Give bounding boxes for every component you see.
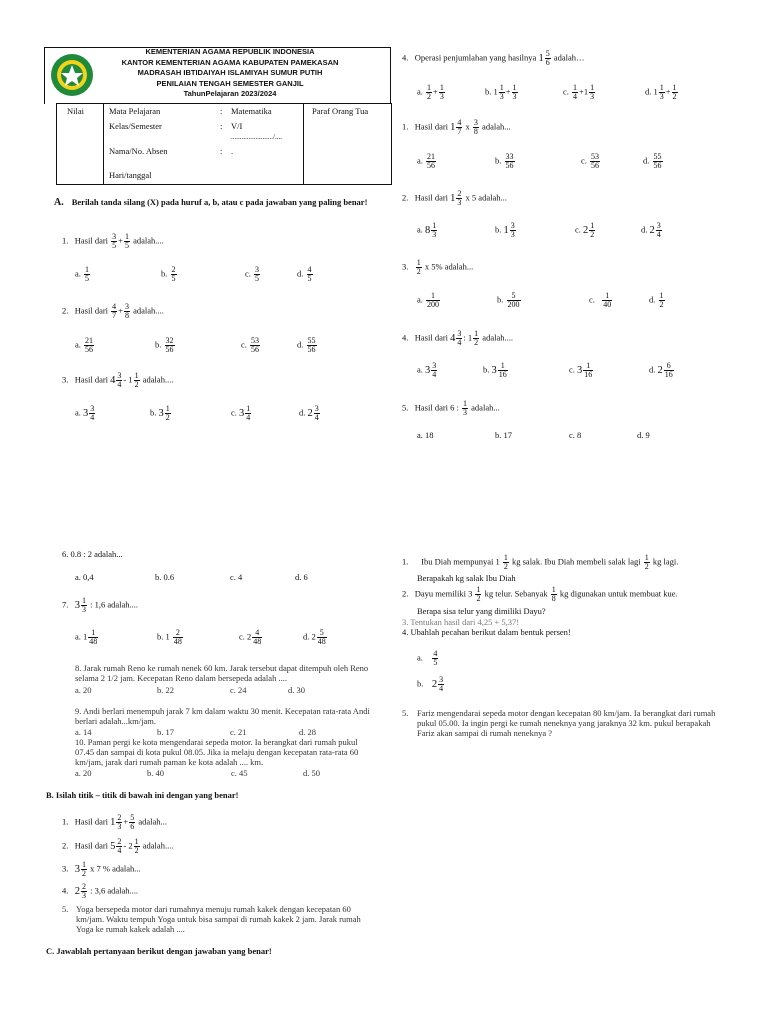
school-logo (50, 53, 94, 97)
option[interactable]: c. $\frac{1}{4}$ +1 $\frac{1}{3}$ (563, 83, 595, 101)
option[interactable]: b. 1 $\frac{1}{3}$ + $\frac{1}{3}$ (485, 83, 517, 101)
option[interactable]: a. 20 (75, 685, 92, 695)
section-b-title: B. Isilah titik – titik di bawah ini dengan yang benar! (46, 790, 239, 800)
essay-c3: 3. Tentukan hasil dari 4,25 + 5,37! (402, 617, 520, 627)
question-r4b: 4. Hasil dari 4 $\frac{3}{4}$ : 1 $\frac{1}{2}$ adalah.... (402, 329, 513, 347)
nama-label: Nama/No. Absen (109, 146, 168, 156)
option[interactable]: a. $\frac{1}{200}$ (417, 291, 440, 309)
question-r5: 5. Hasil dari 6 : $\frac{1}{3}$ adalah... (402, 399, 500, 417)
essay-c1-line2: Berapakah kg salak Ibu Diah (417, 573, 516, 583)
option[interactable]: d. 6 (295, 572, 308, 582)
question-r2: 2. Hasil dari 1 $\frac{2}{3}$ x 5 adalah... (402, 189, 507, 207)
option[interactable]: b. 40 (147, 768, 164, 778)
hari-label: Hari/tanggal (109, 170, 152, 180)
option[interactable]: c. 4 (230, 572, 243, 582)
option[interactable]: b. 3 $\frac{1}{2}$ (150, 404, 170, 422)
question-r4: 4. Operasi penjumlahan yang hasilnya 1 $\frac{5}{6}$ adalah… (402, 49, 585, 67)
option[interactable]: a. 3 $\frac{3}{4}$ (75, 404, 95, 422)
option[interactable]: c. 2 $\frac{1}{2}$ (575, 221, 595, 239)
option[interactable]: a. 14 (75, 727, 92, 737)
option[interactable]: a. 18 (417, 430, 434, 440)
option[interactable]: c. $\frac{1}{40}$ (589, 291, 612, 309)
option[interactable]: d. $\frac{55}{56}$ (297, 336, 316, 354)
option[interactable]: d. 2 $\frac{3}{4}$ (641, 221, 661, 239)
essay-c4b: b. 2 $\frac{3}{4}$ (417, 675, 444, 693)
option[interactable]: d. 9 (637, 430, 650, 440)
essay-c4: 4. Ubahlah pecahan berikut dalam bentuk persen! (402, 627, 571, 637)
header-line-1: KEMENTERIAN AGAMA REPUBLIK INDONESIA (145, 47, 315, 56)
question-a3: 3. Hasil dari 4 $\frac{3}{4}$ - 1 $\frac{1}{2}$ adalah.... (62, 371, 174, 389)
option[interactable]: c. $\frac{53}{56}$ (581, 152, 600, 170)
question-a6: 6. 0.8 : 2 adalah... (62, 549, 123, 559)
mapel-value: Matematika (231, 106, 272, 116)
option[interactable]: b. $\frac{5}{200}$ (497, 291, 520, 309)
option[interactable]: b. 1 $\frac{3}{3}$ (495, 221, 515, 239)
option[interactable]: d. 30 (288, 685, 305, 695)
option[interactable]: d. 50 (303, 768, 320, 778)
nilai-label: Nilai (67, 106, 84, 116)
essay-c5: 5. Fariz mengendarai sepeda motor dengan kecepatan 80 km/jam. Ia berangkat dari rumah pukul 05.00. Ia ingin pergi ke rumah neneknya yang jaraknya 32 km. pukul berapakah Fariz akan sampai di rumah neneknya ? (402, 708, 716, 738)
question-b3: 3. 3 $\frac{1}{2}$ x 7 % adalah... (62, 860, 141, 878)
option[interactable]: c. 8 (569, 430, 582, 440)
question-b5: 5. Yoga bersepeda motor dari rumahnya menuju rumah kakek dengan kecepatan 60 km/jam. Waktu tempuh Yoga untuk bisa sampai di rumah kakek 2 jam. Jarak rumah Yoga ke rumah kakek adalah .... (62, 904, 361, 934)
option[interactable]: a. $\frac{21}{56}$ (417, 152, 436, 170)
option[interactable]: a. 1 $\frac{1}{48}$ (75, 628, 98, 646)
essay-c2: 2. Dayu memiliki 3 $\frac{1}{2}$ kg telur. Sebanyak $\frac{1}{8}$ kg digunakan untuk membuat kue. (402, 585, 678, 603)
question-b1: 1. Hasil dari 1 $\frac{2}{3}$ + $\frac{5}{6}$ adalah... (62, 813, 167, 831)
option[interactable]: a. $\frac{1}{5}$ (75, 265, 90, 283)
kelas-label: Kelas/Semester (109, 121, 162, 131)
option[interactable]: d. 2 $\frac{3}{4}$ (299, 404, 319, 422)
question-a7: 7. 3 $\frac{1}{3}$ : 1,6 adalah.... (62, 596, 139, 614)
option[interactable]: a. 8 $\frac{1}{3}$ (417, 221, 437, 239)
option[interactable]: b. $\frac{32}{56}$ (155, 336, 174, 354)
header-line-5: TahunPelajaran 2023/2024 (183, 89, 277, 98)
option[interactable]: b. 3 $\frac{1}{16}$ (483, 361, 507, 379)
question-b2: 2. Hasil dari 5 $\frac{2}{4}$ - 2 $\frac{1}{2}$ adalah.... (62, 837, 174, 855)
option[interactable]: d. $\frac{1}{2}$ (649, 291, 664, 309)
option[interactable]: c. 3 $\frac{1}{4}$ (231, 404, 251, 422)
option[interactable]: c. $\frac{53}{56}$ (241, 336, 260, 354)
option[interactable]: a. 0,4 (75, 572, 94, 582)
option[interactable]: b. 17 (157, 727, 174, 737)
kelas-value: V/I (231, 121, 243, 131)
question-a9: 9. Andi berlari menempuh jarak 7 km dalam waktu 30 menit. Kecepatan rata-rata Andi berlari adalah...km/jam. (75, 706, 370, 726)
option[interactable]: a. $\frac{21}{56}$ (75, 336, 94, 354)
mapel-label: Mata Pelajaran (109, 106, 161, 116)
header-text (100, 47, 360, 100)
essay-c1: 1. Ibu Diah mempunyai 1 $\frac{1}{2}$ kg salak. Ibu Diah membeli salak lagi $\frac{1}{2}$ kg lagi. (402, 553, 679, 571)
option[interactable]: c. 2 $\frac{4}{48}$ (239, 628, 262, 646)
header-line-3: MADRASAH IBTIDAIYAH ISLAMIYAH SUMUR PUTIH (137, 68, 323, 77)
option[interactable]: b. 17 (495, 430, 512, 440)
essay-c2-line2: Berapa sisa telur yang dimiliki Dayu? (417, 606, 546, 616)
option[interactable]: b. 0.6 (155, 572, 175, 582)
option[interactable]: d. 1 $\frac{1}{3}$ + $\frac{1}{2}$ (645, 83, 677, 101)
option[interactable]: d. 28 (299, 727, 316, 737)
option[interactable]: c. 21 (230, 727, 247, 737)
option[interactable]: b. 22 (157, 685, 174, 695)
question-a8: 8. Jarak rumah Reno ke rumah nenek 60 km. Jarak tersebut dapat ditempuh oleh Reno selama 2 1/2 jam. Kecepatan Reno dalam bersepeda adalah .... (75, 663, 369, 683)
header-line-2: KANTOR KEMENTERIAN AGAMA KABUPATEN PAMEKASAN (121, 57, 339, 67)
kelas-dots[interactable]: ......................../.... (231, 133, 282, 141)
option[interactable]: b. $\frac{2}{5}$ (161, 265, 176, 283)
option[interactable]: a. 20 (75, 768, 92, 778)
nama-value[interactable]: . (231, 146, 234, 156)
option[interactable]: c. $\frac{3}{5}$ (245, 265, 260, 283)
option[interactable]: d. 2 $\frac{6}{16}$ (649, 361, 673, 379)
option[interactable]: c. 45 (231, 768, 248, 778)
option[interactable]: d. $\frac{4}{5}$ (297, 265, 312, 283)
header-line-4: PENILAIAN TENGAH SEMESTER GANJIL (156, 78, 304, 88)
option[interactable]: d. $\frac{55}{56}$ (643, 152, 662, 170)
section-a-title: A. Berilah tanda silang (X) pada huruf a, b, atau c pada jawaban yang paling benar! (54, 197, 368, 208)
paraf-label: Paraf Orang Tua (312, 106, 369, 116)
option[interactable]: b. $\frac{33}{56}$ (495, 152, 514, 170)
question-a2: 2. Hasil dari $\frac{4}{7}$ + $\frac{3}{8}$ adalah.... (62, 302, 164, 320)
question-r3: 3. $\frac{1}{2}$ x 5% adalah... (402, 258, 474, 276)
question-r1: 1. Hasil dari 1 $\frac{4}{7}$ x $\frac{3}{8}$ adalah... (402, 118, 511, 136)
option[interactable]: a. $\frac{1}{2}$ + $\frac{1}{3}$ (417, 83, 444, 101)
question-b4: 4. 2 $\frac{2}{3}$ : 3,6 adalah.... (62, 882, 139, 900)
question-a1: 1. Hasil dari $\frac{3}{5}$ + $\frac{1}{5}$ adalah.... (62, 232, 164, 250)
option[interactable]: a. 3 $\frac{3}{4}$ (417, 361, 437, 379)
section-c-title: C. Jawablah pertanyaan berikut dengan jawaban yang benar! (46, 946, 272, 956)
essay-c4a: a. $\frac{4}{5}$ (417, 649, 438, 667)
option[interactable]: b. 1 $\frac{2}{48}$ (157, 628, 182, 646)
question-a10: 10. Paman pergi ke kota mengendarai sepeda motor. Ia berangkat dari rumah pukul 07.45 dan sampai di kota pukul 08.05. Jika ia melaju dengan kecepatan rata-rata 60 km/jam, jarak dari rumah paman ke kota adalah .... km. (75, 737, 359, 767)
option[interactable]: c. 3 $\frac{1}{16}$ (569, 361, 593, 379)
identity-table: Nilai Mata Pelajaran : Matematika Kelas/Semester : V/I ......................../.... Nama/No. Absen : . Hari/tanggal Paraf Orang Tua (56, 103, 392, 185)
option[interactable]: d. 2 $\frac{5}{48}$ (303, 628, 326, 646)
option[interactable]: c. 24 (230, 685, 247, 695)
